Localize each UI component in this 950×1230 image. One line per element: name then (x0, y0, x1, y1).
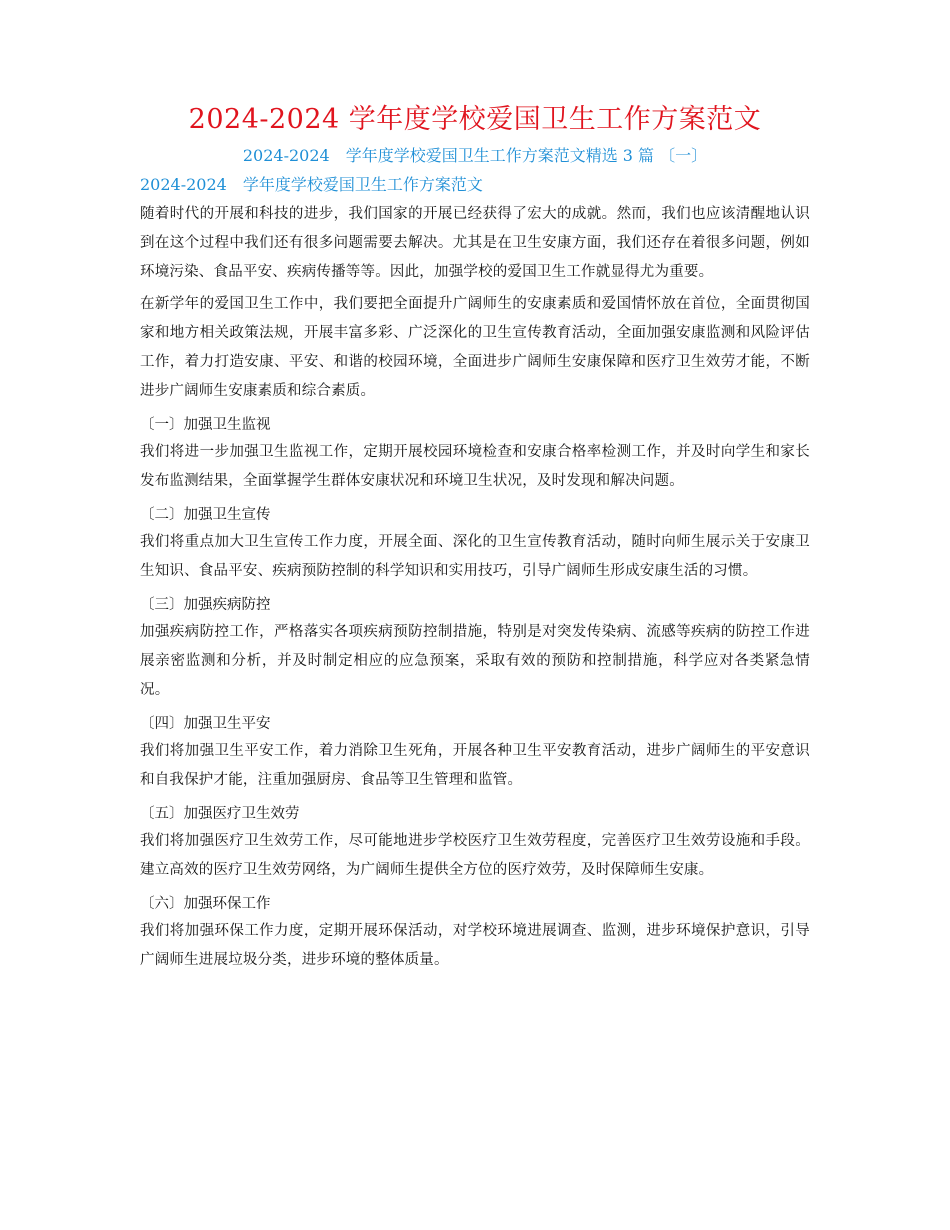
list-item (140, 502, 810, 586)
item-heading: 〔三〕加强疾病防控 (140, 597, 271, 613)
item-heading: 〔四〕加强卫生平安 (140, 716, 271, 732)
list-item (140, 592, 810, 705)
list-item (140, 801, 810, 885)
intro-paragraph: 在新学年的爱国卫生工作中，我们要把全面提升广阔师生的安康素质和爱国情怀放在首位，全面贯彻国家和地方相关政策法规，开展丰富多彩、广泛深化的卫生宣传教育活动，全面加强安康监测和风险评估工作，着力打造安康、平安、和谐的校园环境，全面进步广阔师生安康保障和医疗卫生效劳才能，不断进步广阔师生安康素质和综合素质。 (140, 296, 810, 399)
intro-paragraph: 随着时代的开展和科技的进步，我们国家的开展已经获得了宏大的成就。然而，我们也应该清醒地认识到在这个过程中我们还有很多问题需要去解决。尤其是在卫生安康方面，我们还存在着很多问题，例如环境污染、食品平安、疾病传播等等。因此，加强学校的爱国卫生工作就显得尤为重要。 (140, 206, 810, 280)
list-item (140, 412, 810, 496)
document-subtitle: 2024-2024 学年度学校爱国卫生工作方案范文精选 3 篇 〔一〕 (242, 146, 708, 165)
item-body: 加强疾病防控工作，严格落实各项疾病预防控制措施，特别是对突发传染病、流感等疾病的防控工作进展亲密监测和分析，并及时制定相应的应急预案，采取有效的预防和控制措施，科学应对各类紧急情况。 (140, 624, 810, 698)
item-body: 我们将加强环保工作力度，定期开展环保活动，对学校环境进展调查、监测，进步环境保护意识，引导广阔师生进展垃圾分类，进步环境的整体质量。 (140, 923, 810, 968)
list-item (140, 891, 810, 975)
item-heading: 〔六〕加强环保工作 (140, 896, 271, 912)
item-heading: 〔一〕加强卫生监视 (140, 417, 271, 433)
list-item (140, 711, 810, 795)
item-body: 我们将重点加大卫生宣传工作力度，开展全面、深化的卫生宣传教育活动，随时向师生展示关于安康卫生知识、食品平安、疾病预防控制的科学知识和实用技巧，引导广阔师生形成安康生活的习惯。 (140, 534, 810, 579)
item-heading: 〔二〕加强卫生宣传 (140, 507, 271, 523)
document-title: 2024-2024 学年度学校爱国卫生工作方案范文 (188, 104, 762, 135)
document-page (140, 100, 810, 975)
item-body: 我们将加强医疗卫生效劳工作，尽可能地进步学校医疗卫生效劳程度，完善医疗卫生效劳设施和手段。建立高效的医疗卫生效劳网络，为广阔师生提供全方位的医疗效劳，及时保障师生安康。 (140, 833, 810, 878)
item-body: 我们将进一步加强卫生监视工作，定期开展校园环境检查和安康合格率检测工作，并及时向学生和家长发布监测结果，全面掌握学生群体安康状况和环境卫生状况，及时发现和解决问题。 (140, 444, 810, 489)
item-body: 我们将加强卫生平安工作，着力消除卫生死角，开展各种卫生平安教育活动，进步广阔师生的平安意识和自我保护才能，注重加强厨房、食品等卫生管理和监管。 (140, 743, 810, 788)
item-heading: 〔五〕加强医疗卫生效劳 (140, 806, 300, 822)
section-heading: 2024-2024 学年度学校爱国卫生工作方案范文 (140, 175, 483, 194)
